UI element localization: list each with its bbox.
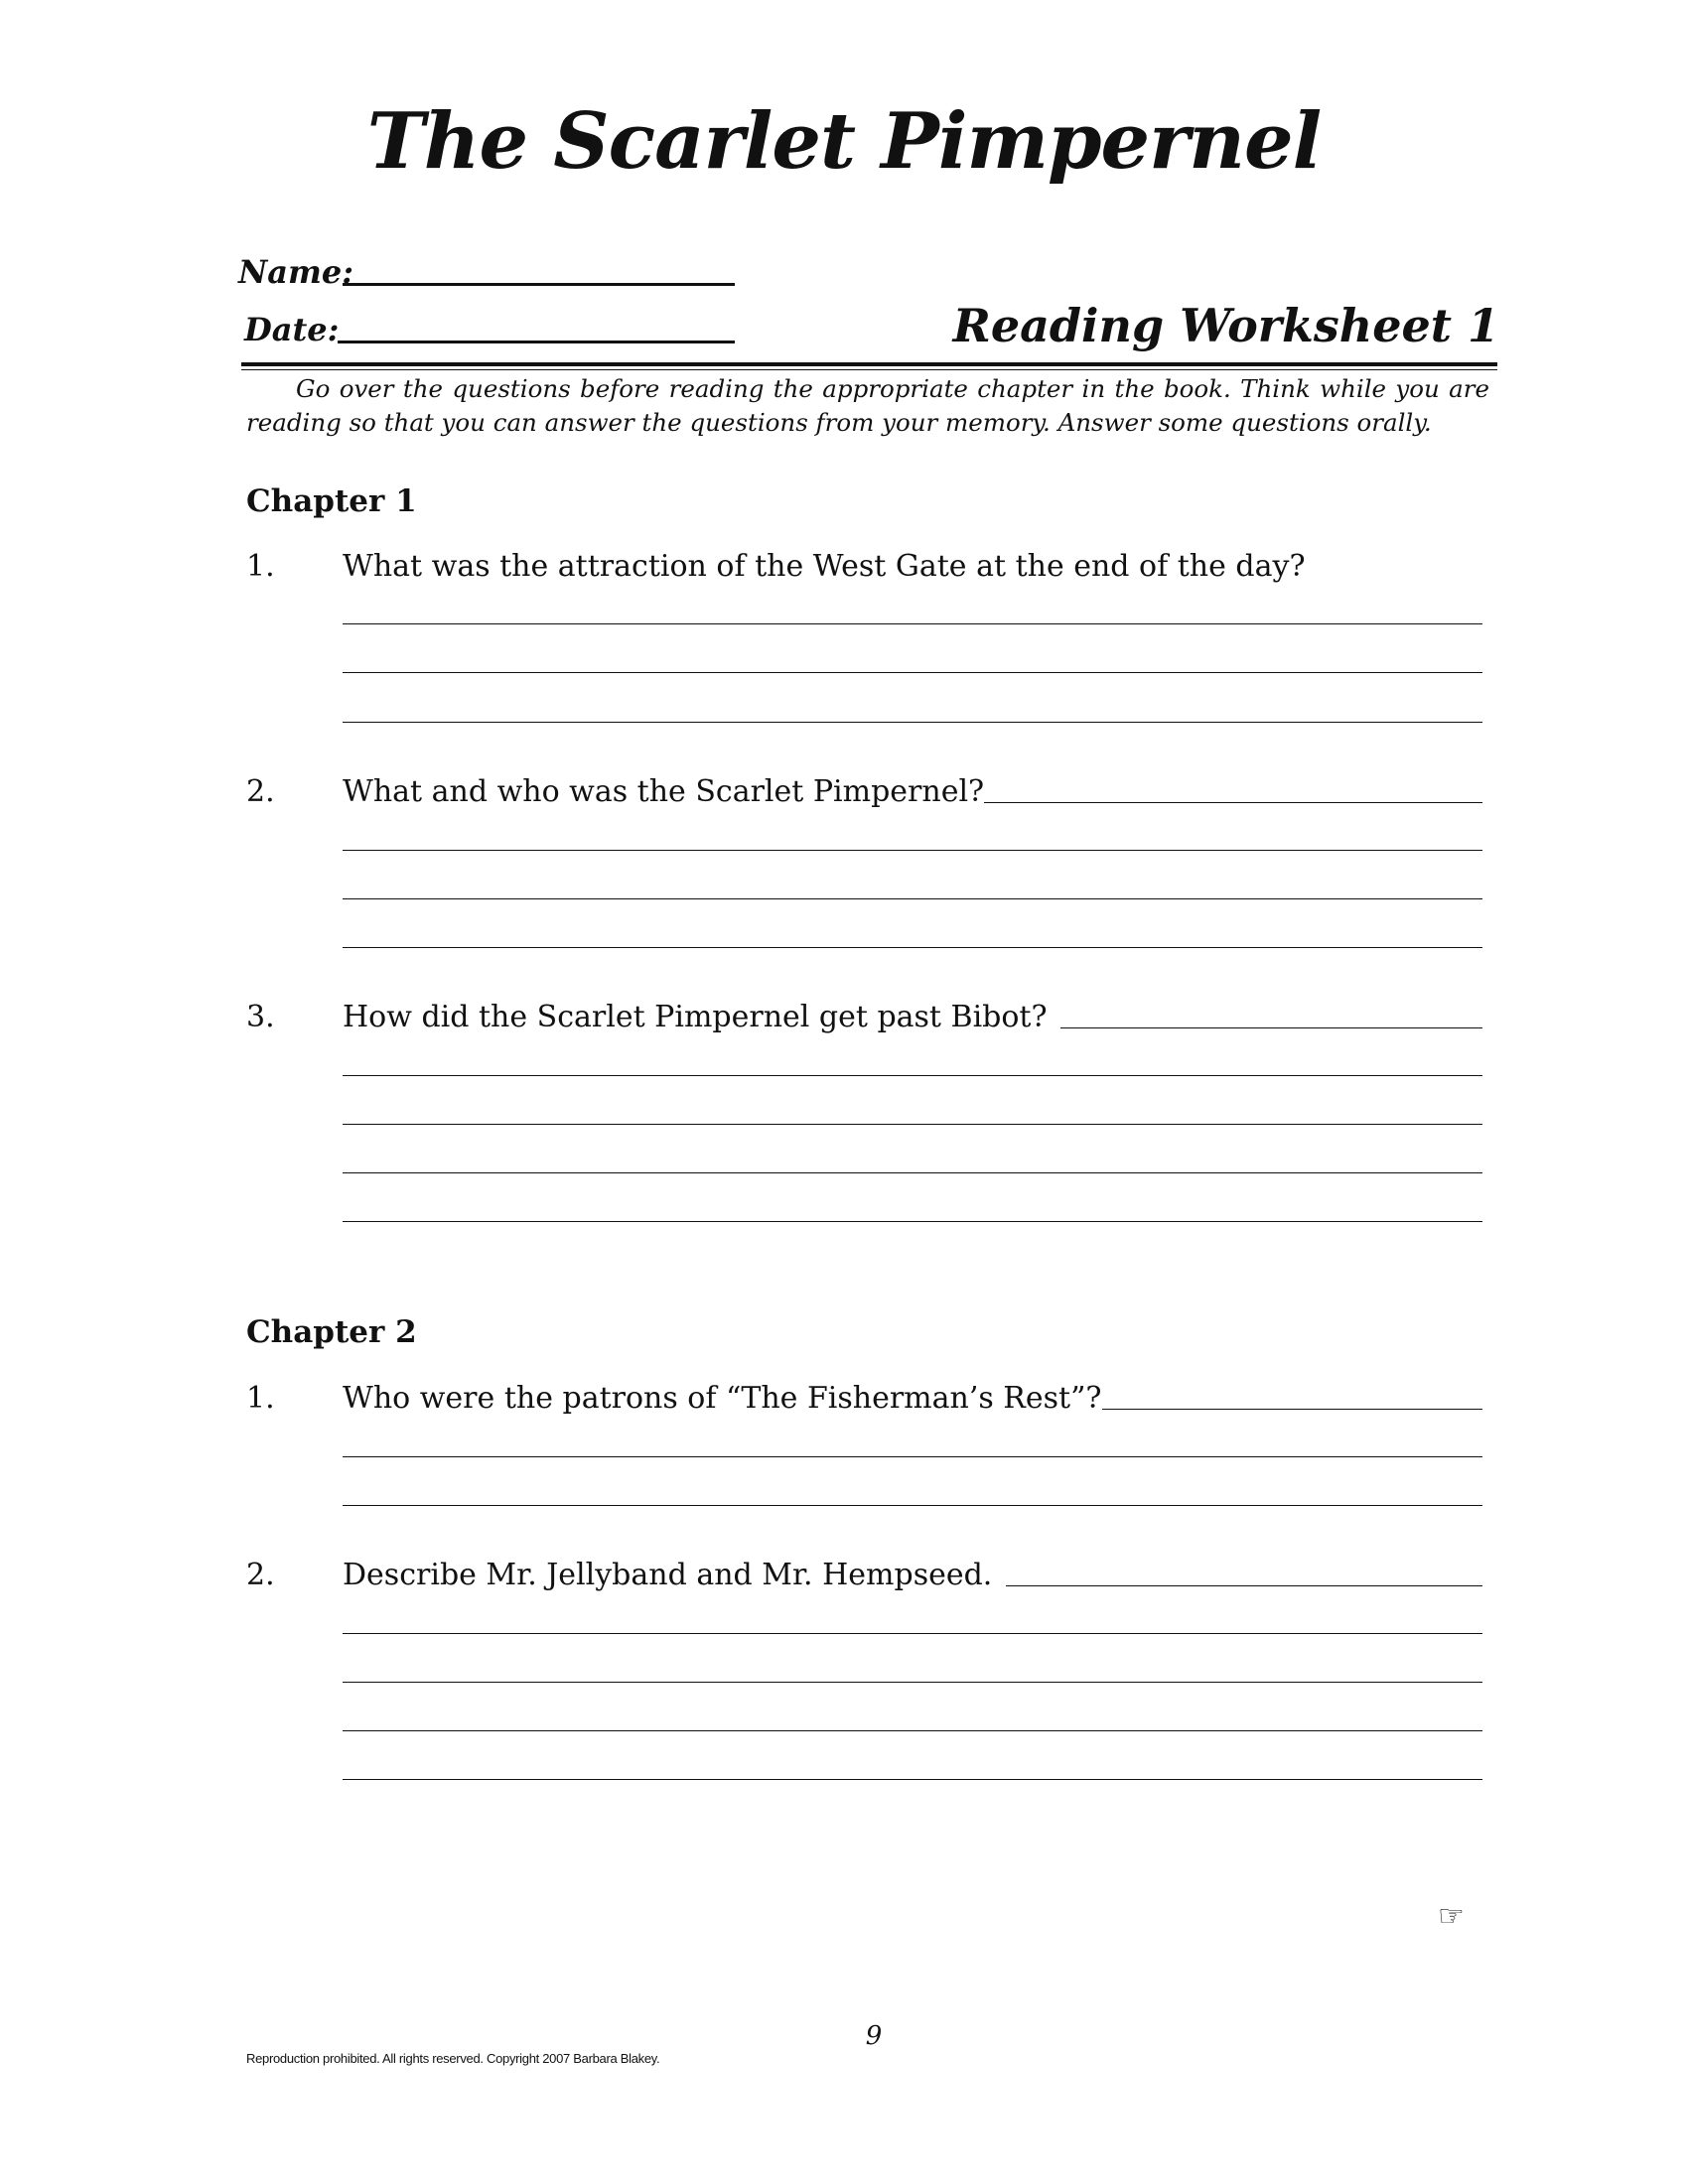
- worksheet-label: Reading Worksheet 1: [952, 299, 1499, 352]
- answer-line[interactable]: [343, 1779, 1482, 1780]
- answer-line[interactable]: [343, 1124, 1482, 1125]
- chapter-heading: Chapter 1: [246, 483, 417, 519]
- question-text: What and who was the Scarlet Pimpernel?: [343, 774, 985, 809]
- page-number: 9: [865, 2021, 883, 2051]
- answer-line[interactable]: [343, 722, 1482, 723]
- answer-line[interactable]: [343, 1456, 1482, 1457]
- answer-line[interactable]: [343, 672, 1482, 673]
- answer-line[interactable]: [343, 1075, 1482, 1076]
- answer-line[interactable]: [343, 1172, 1482, 1173]
- header-divider-thin: [241, 369, 1497, 370]
- question-number: 2.: [246, 774, 275, 809]
- answer-line[interactable]: [343, 1682, 1482, 1683]
- answer-line[interactable]: [343, 1221, 1482, 1222]
- answer-line-inline[interactable]: [1102, 1409, 1482, 1410]
- question-number: 1.: [246, 549, 275, 584]
- question-text: How did the Scarlet Pimpernel get past Bibot?: [343, 1000, 1048, 1034]
- answer-line[interactable]: [343, 898, 1482, 899]
- answer-line-inline[interactable]: [1006, 1585, 1482, 1586]
- date-label: Date:: [244, 311, 340, 348]
- date-field[interactable]: [338, 341, 735, 343]
- answer-line[interactable]: [343, 850, 1482, 851]
- question-number: 3.: [246, 1000, 275, 1034]
- answer-line[interactable]: [343, 1633, 1482, 1634]
- question-number: 1.: [246, 1381, 275, 1416]
- answer-line-inline[interactable]: [984, 802, 1482, 803]
- name-field[interactable]: [343, 283, 735, 286]
- question-number: 2.: [246, 1558, 275, 1592]
- name-label: Name:: [238, 253, 354, 291]
- answer-line[interactable]: [343, 1505, 1482, 1506]
- answer-line[interactable]: [343, 623, 1482, 624]
- answer-line[interactable]: [343, 947, 1482, 948]
- pointing-hand-icon: ☞: [1438, 1899, 1465, 1934]
- header-divider: [241, 362, 1497, 366]
- question-text: Who were the patrons of “The Fisherman’s Rest”?: [343, 1381, 1102, 1416]
- copyright-notice: Reproduction prohibited. All rights reserved. Copyright 2007 Barbara Blakey.: [246, 2051, 660, 2066]
- answer-line[interactable]: [343, 1730, 1482, 1731]
- question-text: Describe Mr. Jellyband and Mr. Hempseed.: [343, 1558, 993, 1592]
- page-title: The Scarlet Pimpernel: [366, 96, 1322, 187]
- question-text: What was the attraction of the West Gate at the end of the day?: [343, 549, 1306, 584]
- chapter-heading: Chapter 2: [246, 1314, 417, 1350]
- answer-line-inline[interactable]: [1060, 1027, 1482, 1028]
- instructions: Go over the questions before reading the appropriate chapter in the book. Think while you are reading so that you can answer the questions from your memory. Answer some questions orally.: [246, 374, 1489, 437]
